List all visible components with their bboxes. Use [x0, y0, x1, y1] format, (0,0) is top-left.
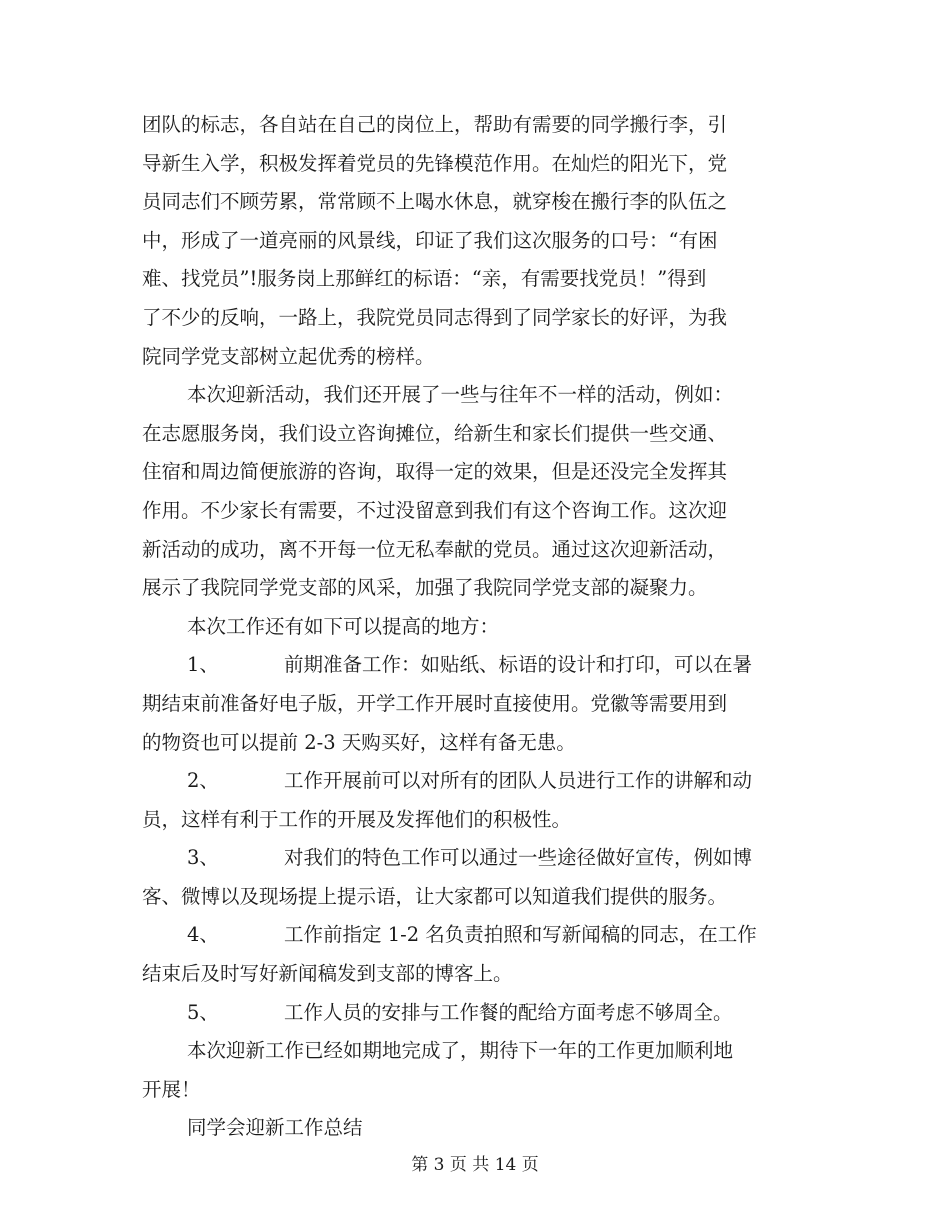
document-body	[142, 106, 812, 1148]
paragraph-first-line: 本次工作还有如下可以提高的地方：	[187, 614, 500, 638]
text-line: 导新生入学，积极发挥着党员的先锋模范作用。在灿烂的阳光下，党	[142, 151, 728, 175]
list-item-4	[142, 916, 812, 955]
text-line: 员同志们不顾劳累，常常顾不上喝水休息，就穿梭在搬行李的队伍之	[142, 190, 728, 214]
text-line: 中，形成了一道亮丽的风景线，印证了我们这次服务的口号：“有困	[142, 228, 718, 252]
list-item-text: 工作开展前可以对所有的团队人员进行工作的讲解和动	[284, 769, 753, 793]
section-heading: 同学会迎新工作总结	[187, 1116, 363, 1140]
list-number: 2、	[187, 769, 219, 793]
text-line: 住宿和周边简便旅游的咨询，取得一定的效果，但是还没完全发挥其	[142, 460, 728, 484]
page-number-footer: 第 3 页 共 14 页	[411, 1155, 539, 1175]
text-line: 院同学党支部树立起优秀的榜样。	[142, 344, 435, 368]
text-line: 作用。不少家长有需要，不过没留意到我们有这个咨询工作。这次迎	[142, 498, 728, 522]
list-number: 5、	[187, 1000, 219, 1024]
text-line: 开展！	[142, 1077, 201, 1101]
text-line: 团队的标志，各自站在自己的岗位上，帮助有需要的同学搬行李，引	[142, 113, 728, 136]
text-line: 了不少的反响，一路上，我院党员同志得到了同学家长的好评，为我	[142, 305, 728, 329]
list-item-text: 工作前指定 1-2 名负责拍照和写新闻稿的同志，在工作	[284, 923, 757, 947]
text-line: 在志愿服务岗，我们设立咨询摊位，给新生和家长们提供一些交通、	[142, 421, 728, 445]
text-line: 的物资也可以提前 2-3 天购买好，这样有备无患。	[142, 730, 576, 754]
paragraph-first-line: 本次迎新活动，我们还开展了一些与往年不一样的活动，例如：	[187, 383, 734, 407]
text-line: 新活动的成功，离不开每一位无私奉献的党员。通过这次迎新活动，	[142, 537, 728, 561]
list-item-2	[142, 762, 812, 801]
list-number: 3、	[187, 846, 219, 870]
list-item-text: 前期准备工作：如贴纸、标语的设计和打印，可以在暑	[284, 653, 753, 677]
text-line: 结束后及时写好新闻稿发到支部的博客上。	[142, 962, 513, 986]
text-line: 期结束前准备好电子版，开学工作开展时直接使用。党徽等需要用到	[142, 691, 728, 715]
list-item-text: 对我们的特色工作可以通过一些途径做好宣传，例如博	[284, 846, 753, 870]
list-item-5	[142, 994, 812, 1033]
text-line: 展示了我院同学党支部的风采，加强了我院同学党支部的凝聚力。	[142, 576, 708, 600]
text-line: 员，这样有利于工作的开展及发挥他们的积极性。	[142, 807, 572, 831]
list-item-1	[142, 646, 812, 685]
list-number: 1、	[187, 653, 219, 677]
list-item-text: 工作人员的安排与工作餐的配给方面考虑不够周全。	[284, 1000, 733, 1024]
paragraph-first-line: 本次迎新工作已经如期地完成了，期待下一年的工作更加顺利地	[187, 1039, 734, 1063]
list-number: 4、	[187, 923, 219, 947]
list-item-3	[142, 839, 812, 878]
text-line: 客、微博以及现场提上提示语，让大家都可以知道我们提供的服务。	[142, 884, 728, 908]
text-line: 难、找党员”!服务岗上那鲜红的标语：“亲，有需要找党员！”得到	[142, 267, 707, 291]
